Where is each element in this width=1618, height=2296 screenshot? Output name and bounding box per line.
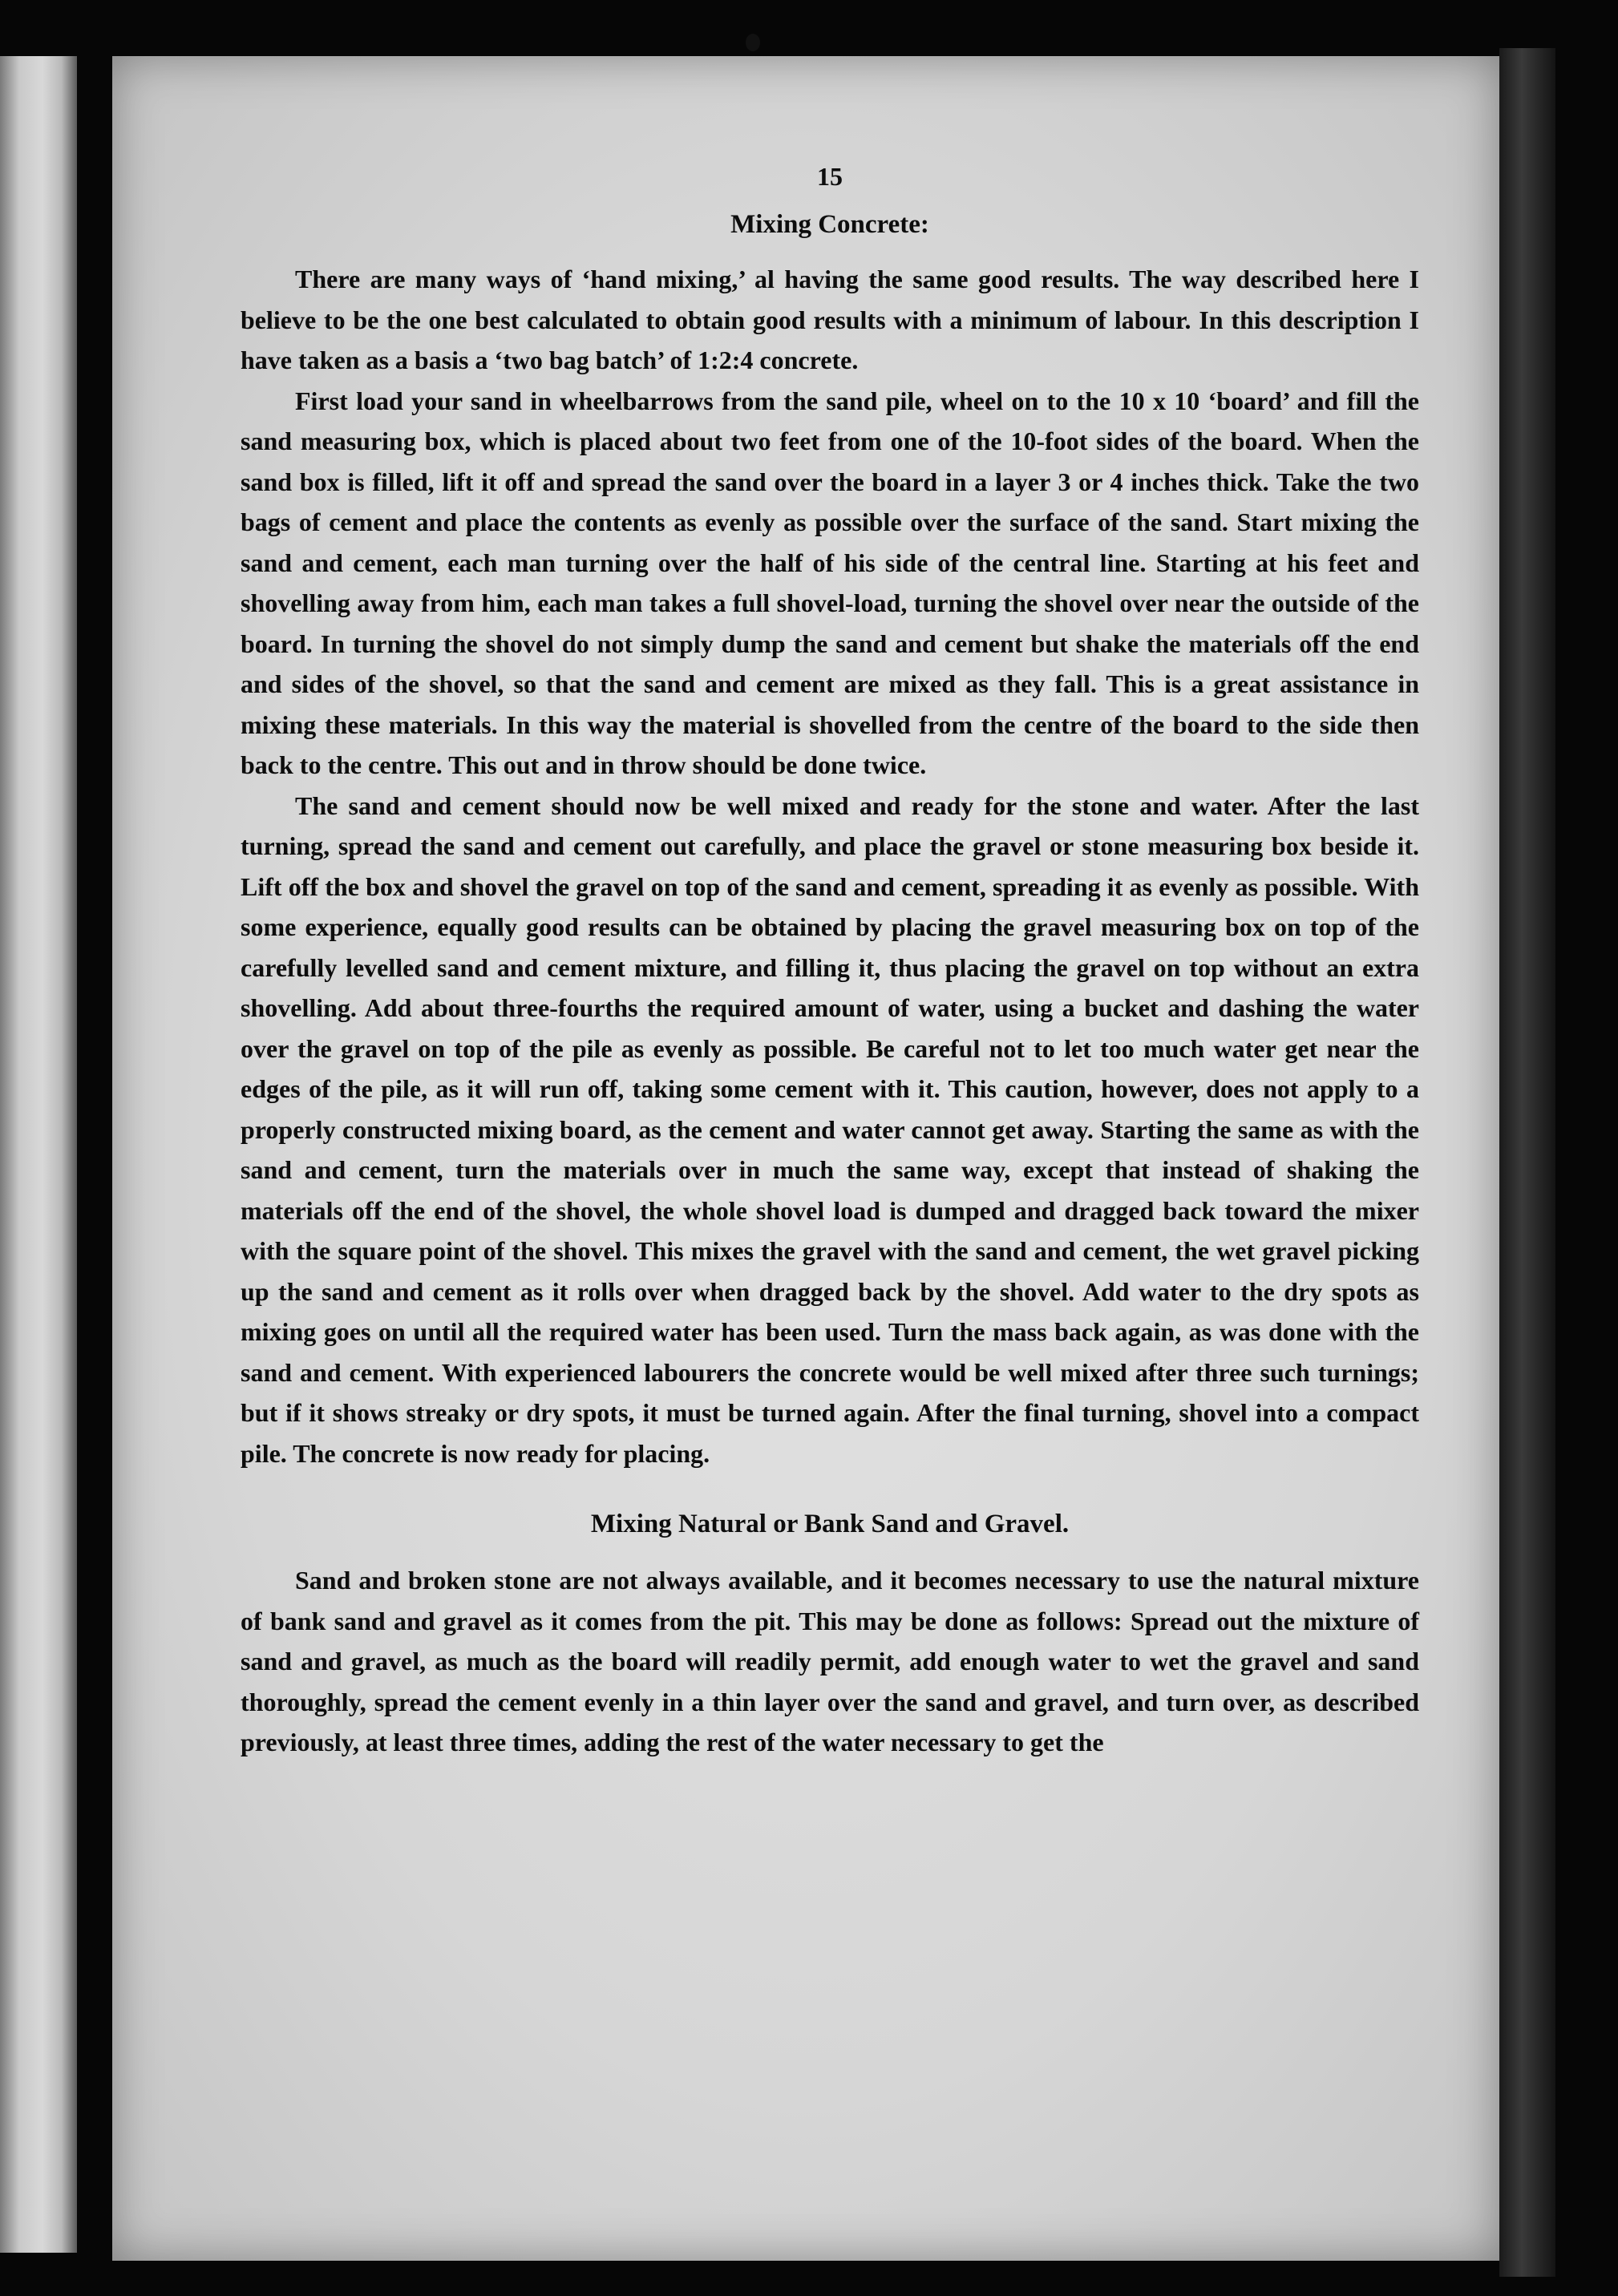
page-text [241,156,1419,1763]
scan-speck [746,34,760,51]
paragraph: First load your sand in wheelbarrows from the sand pile, wheel on to the 10 x 10 ‘board’ and fill the sand measuring box, which is placed about two feet from one of the 10-foot sides of the board. When the sand box is filled, lift it off and spread the sand over the board in a layer 3 or 4 inches thick. Take the two bags of cement and place the contents as evenly as possible over the surface of the sand. Start mixing the sand and cement, each man turning over the half of his side of the central line. Starting at his feet and shovelling away from him, each man takes a full shovel-load, turning the shovel over near the outside of the board. In turning the shovel do not simply dump the sand and cement but shake the materials off the end and sides of the shovel, so that the sand and cement are mixed as they fall. This is a great assistance in mixing these materials. In this way the material is shovelled from the centre of the board to the side then back to the centre. This out and in throw should be done twice. [241,386,1419,779]
section-heading-natural-sand-gravel: Mixing Natural or Bank Sand and Gravel. [590,1510,1070,1538]
book-binding-edge [1499,48,1555,2277]
previous-page-edge [0,56,77,2253]
paragraph: The sand and cement should now be well mixed and ready for the stone and water. After the last turning, spread the sand and cement out carefully, and place the gravel or stone measuring box beside it. Lift off the box and shovel the gravel on top of the sand and cement, spreading it as evenly as possible. With some experience, equally good results can be obtained by placing the gravel measuring box on top of the carefully levelled sand and cement mixture, and filling it, thus placing the gravel on top without an extra shovelling. Add about three-fourths the required amount of water, using a bucket and dashing the water over the gravel on top of the pile as evenly as possible. Be careful not to let too much water get near the edges of the pile, as it will run off, taking some cement with it. This caution, however, does not apply to a properly constructed mixing board, as the cement and water cannot get away. Starting the same as with the sand and cement, turn the materials over in much the same way, except that instead of shaking the materials off the end of the shovel, the whole shovel load is dumped and dragged back toward the mixer with the square point of the shovel. This mixes the gravel with the sand and cement, the wet gravel picking up the sand and cement as it rolls over when dragged back by the shovel. Add water to the dry spots as mixing goes on until all the required water has been used. Turn the mass back again, as was done with the sand and cement. With experienced labourers the concrete would be well mixed after three such turnings; but if it shows streaky or dry spots, it must be turned again. After the final turning, shovel into a compact pile. The concrete is now ready for placing. [241,790,1419,1468]
paragraph: There are many ways of ‘hand mixing,’ al having the same good results. The way described here I believe to be the one best calculated to obtain good results with a minimum of labour. In this description I have taken as a basis a ‘two bag batch’ of 1:2:4 concrete. [241,265,1419,374]
page-number: 15 [817,162,843,191]
section-heading-mixing-concrete: Mixing Concrete: [730,210,929,239]
paragraph: Sand and broken stone are not always available, and it becomes necessary to use the natural mixture of bank sand and gravel as it comes from the pit. This may be done as follows: Spread out the mixture of sand and gravel, as much as the board will readily permit, add enough water to wet the gravel and sand thoroughly, spread the cement evenly in a thin layer over the sand and gravel, and turn over, as described previously, at least three times, adding the rest of the water necessary to get the [241,1566,1419,1756]
